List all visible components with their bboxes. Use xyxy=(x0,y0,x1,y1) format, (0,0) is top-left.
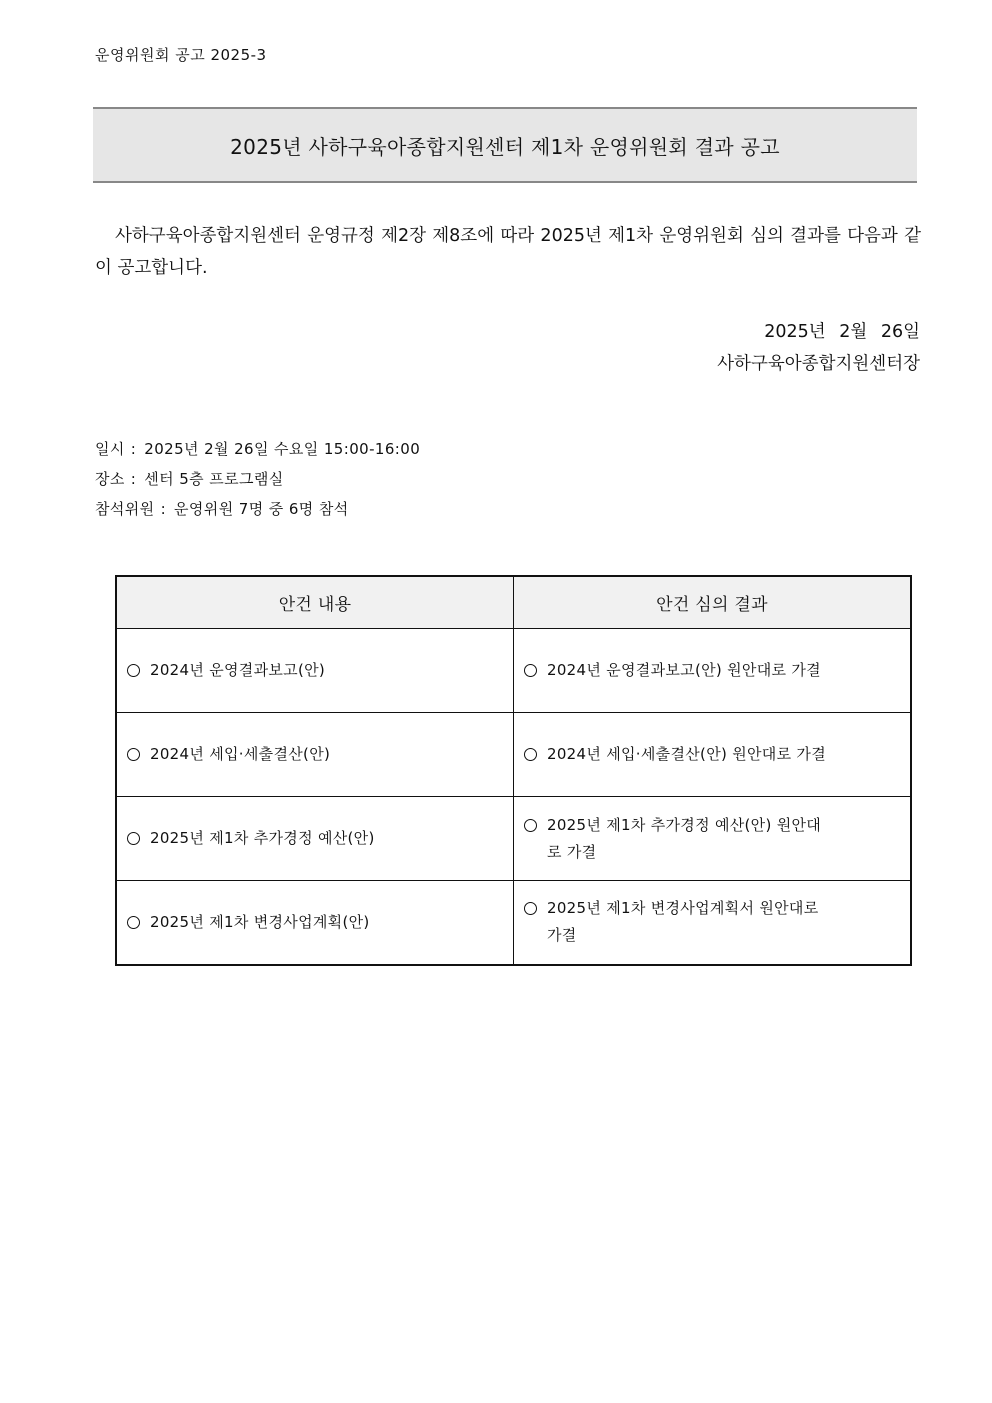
agenda-cell xyxy=(116,797,514,881)
circle-bullet-icon xyxy=(524,664,537,677)
table-row xyxy=(116,629,911,713)
table-row xyxy=(116,881,911,965)
table-row xyxy=(116,797,911,881)
issuer-name: 사하구육아종합지원센터장 xyxy=(717,354,920,374)
agenda-cell xyxy=(116,629,514,713)
circle-bullet-icon xyxy=(524,819,537,832)
document-number: 운영위원회 공고 2025-3 xyxy=(95,46,267,64)
header-agenda-content: 안건 내용 xyxy=(116,576,514,629)
agenda-cell xyxy=(116,881,514,965)
info-label: 참석위원 xyxy=(95,500,155,518)
info-value: 센터 5층 프로그램실 xyxy=(144,470,284,488)
result-text: 2024년 운영결과보고(안) 원안대로 가결 xyxy=(547,661,821,679)
announcement-date: 2025년 2월 26일 xyxy=(764,322,920,342)
meeting-datetime xyxy=(95,438,420,459)
table-row xyxy=(116,713,911,797)
result-cell xyxy=(514,629,912,713)
agenda-results-table xyxy=(115,575,912,966)
circle-bullet-icon xyxy=(524,748,537,761)
circle-bullet-icon xyxy=(524,902,537,915)
info-label: 장소 xyxy=(95,470,125,488)
info-label: 일시 xyxy=(95,440,125,458)
result-cell xyxy=(514,881,912,965)
circle-bullet-icon xyxy=(127,664,140,677)
agenda-text: 2024년 세입·세출결산(안) xyxy=(150,745,331,763)
result-text: 2024년 세입·세출결산(안) 원안대로 가결 xyxy=(547,745,827,763)
info-value: 운영위원 7명 중 6명 참석 xyxy=(174,500,349,518)
header-review-result: 안건 심의 결과 xyxy=(514,576,912,629)
meeting-place xyxy=(95,468,284,489)
agenda-text: 2024년 운영결과보고(안) xyxy=(150,661,326,679)
agenda-text: 2025년 제1차 추가경정 예산(안) xyxy=(150,829,375,847)
table-header-row xyxy=(116,576,911,629)
result-cell xyxy=(514,713,912,797)
document-title: 2025년 사하구육아종합지원센터 제1차 운영위원회 결과 공고 xyxy=(230,134,780,159)
info-separator: : xyxy=(130,440,137,458)
result-text: 2025년 제1차 추가경정 예산(안) 원안대로 가결 xyxy=(547,815,822,861)
circle-bullet-icon xyxy=(127,916,140,929)
result-text: 2025년 제1차 변경사업계획서 원안대로 가결 xyxy=(547,899,819,945)
circle-bullet-icon xyxy=(127,748,140,761)
info-separator: : xyxy=(130,470,137,488)
agenda-text: 2025년 제1차 변경사업계획(안) xyxy=(150,912,370,931)
result-cell xyxy=(514,797,912,881)
agenda-cell xyxy=(116,713,514,797)
intro-paragraph: 사하구육아종합지원센터 운영규정 제2장 제8조에 따라 2025년 제1차 운영위원회 심의 결과를 다음과 같이 공고합니다. xyxy=(95,226,921,278)
meeting-attendees xyxy=(95,498,349,519)
title-banner xyxy=(93,107,917,183)
circle-bullet-icon xyxy=(127,832,140,845)
info-separator: : xyxy=(160,500,167,518)
info-value: 2025년 2월 26일 수요일 15:00-16:00 xyxy=(144,440,421,458)
